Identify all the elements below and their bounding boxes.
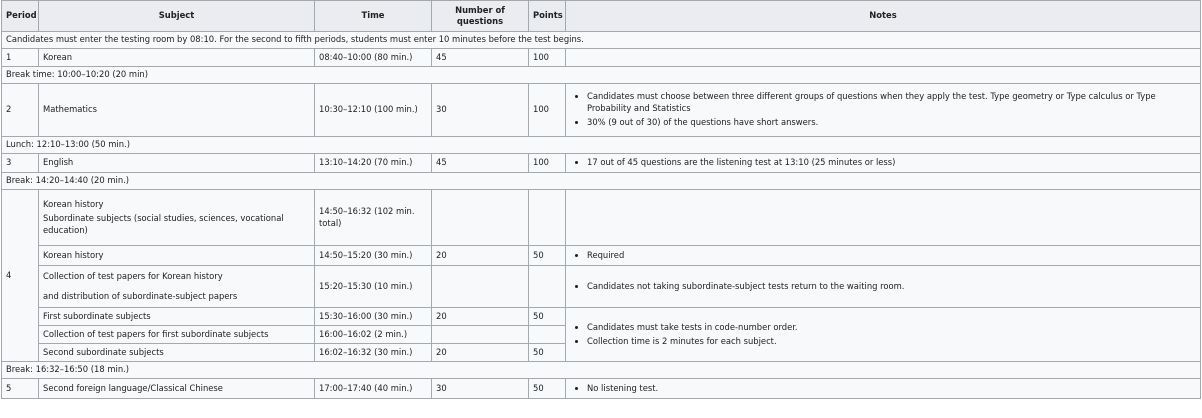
note-item: • Candidates not taking subordinate-subject tests return to the waiting room. bbox=[587, 281, 1196, 293]
notes-cell bbox=[566, 49, 1201, 67]
period-3-row bbox=[2, 154, 1201, 173]
time-cell: 10:30–12:10 (100 min.) bbox=[315, 84, 432, 137]
intro-row bbox=[2, 32, 1201, 49]
questions-cell bbox=[432, 266, 529, 308]
header-points: Points bbox=[529, 1, 566, 32]
subject-cell bbox=[39, 266, 315, 308]
header-questions: Number of questions bbox=[432, 1, 529, 32]
period-4-collection-row bbox=[2, 266, 1201, 308]
questions-cell: 30 bbox=[432, 84, 529, 137]
points-cell: 50 bbox=[529, 246, 566, 266]
note-item: • 17 out of 45 questions are the listening test at 13:10 (25 minutes or less) bbox=[587, 157, 1196, 169]
note-item: • Required bbox=[587, 250, 1196, 262]
subject-line: Subordinate subjects (social studies, sciences, vocational education) bbox=[43, 213, 284, 235]
note-item: • No listening test. bbox=[587, 383, 1196, 395]
header-notes: Notes bbox=[566, 1, 1201, 32]
subject-cell bbox=[39, 190, 315, 246]
subject-cell: Korean bbox=[39, 49, 315, 67]
period-5-row bbox=[2, 379, 1201, 399]
points-cell bbox=[529, 266, 566, 308]
points-cell: 50 bbox=[529, 379, 566, 399]
questions-cell bbox=[432, 190, 529, 246]
time-cell: 16:02–16:32 (30 min.) bbox=[315, 344, 432, 362]
time-cell: 14:50–16:32 (102 min. total) bbox=[315, 190, 432, 246]
notes-cell bbox=[566, 266, 1201, 308]
notes-cell bbox=[566, 308, 1201, 362]
questions-cell: 20 bbox=[432, 344, 529, 362]
points-cell: 100 bbox=[529, 154, 566, 173]
break-row bbox=[2, 362, 1201, 379]
subject-line: and distribution of subordinate-subject papers bbox=[43, 291, 238, 301]
period-2-row bbox=[2, 84, 1201, 137]
subject-cell: Second foreign language/Classical Chinese bbox=[39, 379, 315, 399]
notes-cell bbox=[566, 379, 1201, 399]
period-4-row-all bbox=[2, 190, 1201, 246]
period-number: 3 bbox=[2, 154, 39, 173]
subject-cell: Mathematics bbox=[39, 84, 315, 137]
time-cell: 16:00–16:02 (2 min.) bbox=[315, 326, 432, 344]
points-cell: 50 bbox=[529, 308, 566, 326]
notes-cell bbox=[566, 190, 1201, 246]
period-4-first-subordinate-row bbox=[2, 308, 1201, 326]
points-cell bbox=[529, 190, 566, 246]
lunch-row bbox=[2, 137, 1201, 154]
note-item: • Candidates must take tests in code-number order. bbox=[587, 322, 1196, 334]
period-number: 5 bbox=[2, 379, 39, 399]
exam-schedule-table bbox=[1, 0, 1201, 399]
period-number: 2 bbox=[2, 84, 39, 137]
notes-cell bbox=[566, 84, 1201, 137]
period-number: 1 bbox=[2, 49, 39, 67]
header-period: Period bbox=[2, 1, 39, 32]
break-row bbox=[2, 173, 1201, 190]
subject-cell: Korean history bbox=[39, 246, 315, 266]
subject-cell: First subordinate subjects bbox=[39, 308, 315, 326]
questions-cell bbox=[432, 326, 529, 344]
time-cell: 13:10–14:20 (70 min.) bbox=[315, 154, 432, 173]
subject-line: Korean history bbox=[43, 198, 104, 209]
questions-cell: 30 bbox=[432, 379, 529, 399]
intro-note: Candidates must enter the testing room by 08:10. For the second to fifth periods, students must enter 10 minutes before the test begins. bbox=[2, 32, 1201, 49]
points-cell: 100 bbox=[529, 49, 566, 67]
notes-list bbox=[570, 383, 1196, 395]
time-cell: 15:30–16:00 (30 min.) bbox=[315, 308, 432, 326]
notes-list bbox=[570, 322, 1196, 348]
period-1-row bbox=[2, 49, 1201, 67]
break-note: Break: 16:32–16:50 (18 min.) bbox=[2, 362, 1201, 379]
points-cell: 50 bbox=[529, 344, 566, 362]
time-cell: 17:00–17:40 (40 min.) bbox=[315, 379, 432, 399]
subject-cell: Collection of test papers for first subordinate subjects bbox=[39, 326, 315, 344]
header-subject: Subject bbox=[39, 1, 315, 32]
notes-cell bbox=[566, 154, 1201, 173]
lunch-note: Lunch: 12:10–13:00 (50 min.) bbox=[2, 137, 1201, 154]
subject-line: Collection of test papers for Korean history bbox=[43, 270, 223, 281]
time-cell: 15:20–15:30 (10 min.) bbox=[315, 266, 432, 308]
period-4-korean-history-row bbox=[2, 246, 1201, 266]
time-cell: 08:40–10:00 (80 min.) bbox=[315, 49, 432, 67]
questions-cell: 45 bbox=[432, 154, 529, 173]
note-item: • Collection time is 2 minutes for each subject. bbox=[587, 336, 1196, 348]
header-time: Time bbox=[315, 1, 432, 32]
subject-cell: English bbox=[39, 154, 315, 173]
note-item: • 30% (9 out of 30) of the questions have short answers. bbox=[587, 117, 1196, 129]
header-row bbox=[2, 1, 1201, 32]
notes-list bbox=[570, 91, 1196, 129]
time-cell: 14:50–15:20 (30 min.) bbox=[315, 246, 432, 266]
notes-list bbox=[570, 281, 1196, 293]
note-item: • Candidates must choose between three different groups of questions when they apply the test. Type geometry or Type calculus or Type Probability and Statistics bbox=[587, 91, 1196, 114]
notes-list bbox=[570, 250, 1196, 262]
subject-cell: Second subordinate subjects bbox=[39, 344, 315, 362]
notes-cell bbox=[566, 246, 1201, 266]
questions-cell: 20 bbox=[432, 246, 529, 266]
break-note: Break: 14:20–14:40 (20 min.) bbox=[2, 173, 1201, 190]
notes-list bbox=[570, 157, 1196, 169]
questions-cell: 20 bbox=[432, 308, 529, 326]
break-note: Break time: 10:00–10:20 (20 min) bbox=[2, 67, 1201, 84]
break-row bbox=[2, 67, 1201, 84]
period-number: 4 bbox=[2, 190, 39, 362]
questions-cell: 45 bbox=[432, 49, 529, 67]
points-cell bbox=[529, 326, 566, 344]
points-cell: 100 bbox=[529, 84, 566, 137]
